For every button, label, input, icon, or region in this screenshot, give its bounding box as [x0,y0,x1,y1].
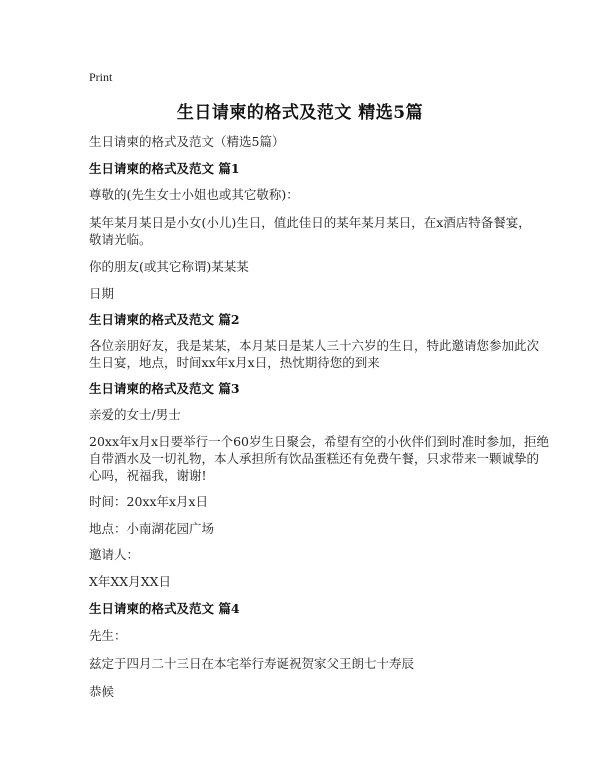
section4-salutation: 先生： [89,628,127,643]
section1-body-line1: 某年某月某日是小女(小儿)生日，值此佳日的某年某月某日，在x酒店特备餐宴， [89,215,531,230]
section1-salutation: 尊敬的(先生女士小姐也或其它敬称)： [89,187,299,202]
section1-signature: 你的朋友(或其它称谓)某某某 [89,259,249,274]
section3-heading: 生日请柬的格式及范文 篇3 [89,381,240,396]
print-label: Print [89,70,113,84]
section2-heading: 生日请柬的格式及范文 篇2 [89,312,240,327]
intro-line: 生日请柬的格式及范文（精选5篇） [89,134,285,149]
page-title: 生日请柬的格式及范文 精选5篇 [176,103,424,123]
section3-body-line2: 自带酒水及一切礼物，本人承担所有饮品蛋糕还有免费午餐，只求带来一颗诚挚的 [89,451,540,466]
section3-place: 地点：小南湖花园广场 [89,521,215,536]
section2-body-line2: 生日宴，地点，时间xx年x月x日，热忱期待您的到来 [89,355,380,370]
section1-body-line2: 敬请光临。 [89,232,152,247]
section4-closing: 恭候 [89,684,115,699]
section4-heading: 生日请柬的格式及范文 篇4 [89,601,240,616]
section3-date: X年XX月XX日 [89,574,171,589]
section1-date: 日期 [89,286,115,301]
section2-body-line1: 各位亲朋好友，我是某某，本月某日是某人三十六岁的生日，特此邀请您参加此次 [89,338,540,353]
section3-body-line1: 20xx年x月x日要举行一个60岁生日聚会，希望有空的小伙伴们到时准时参加，拒绝 [89,434,550,449]
section4-body-line1: 兹定于四月二十三日在本宅举行寿诞祝贺家父王朗七十寿辰 [89,656,415,671]
section3-inviter: 邀请人： [89,547,140,562]
section3-time: 时间：20xx年x月x日 [89,494,209,509]
section1-heading: 生日请柬的格式及范文 篇1 [89,161,240,176]
section3-salutation: 亲爱的女士/男士 [89,407,181,422]
section3-body-line3: 心吗，祝福我，谢谢! [89,468,207,483]
